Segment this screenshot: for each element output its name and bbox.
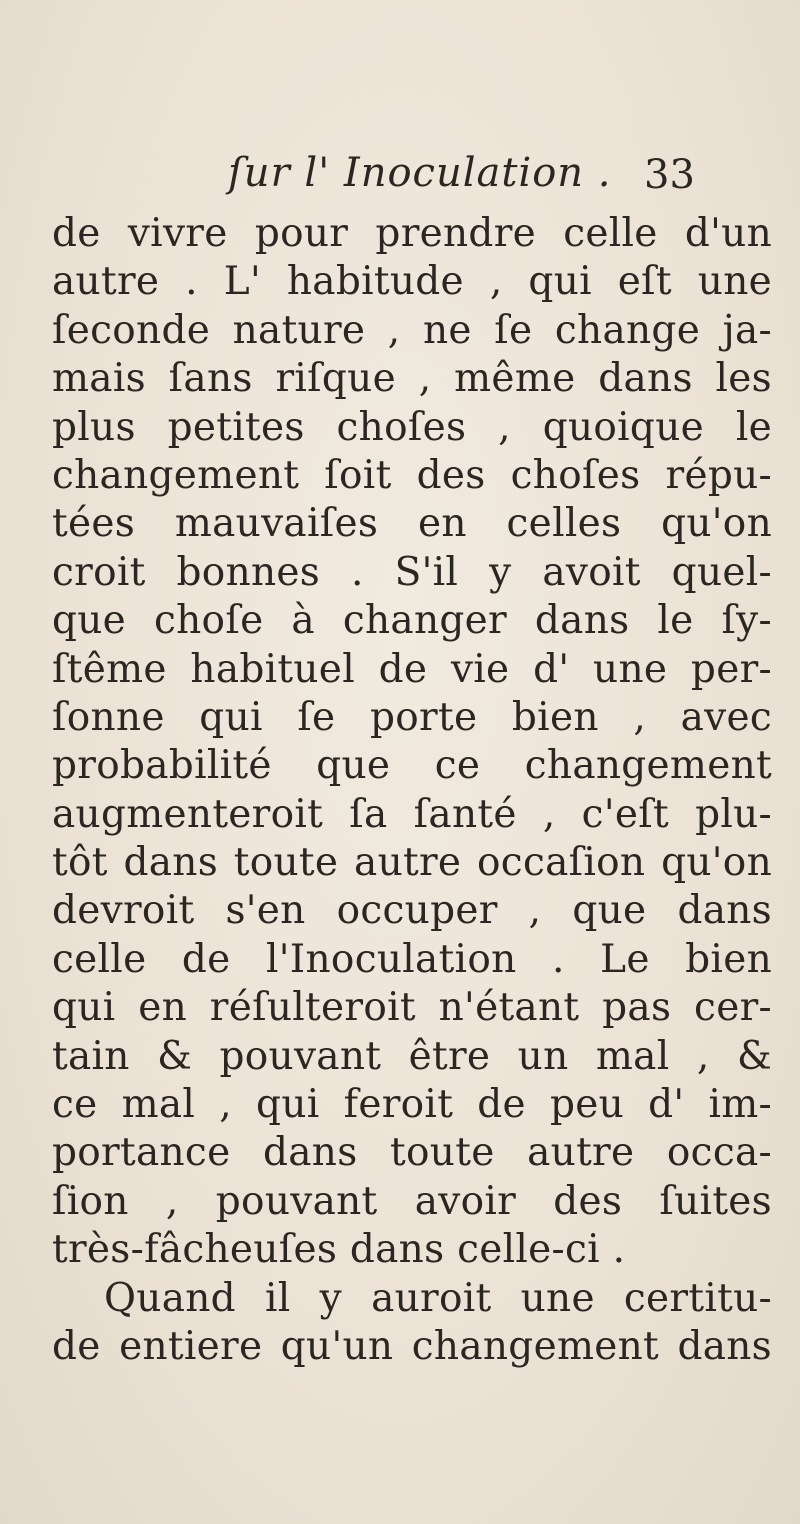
text-line: tain & pouvant être un mal , & (52, 1033, 772, 1079)
text-line: ſonne qui ſe porte bien , avec (52, 694, 772, 740)
page-number: 33 (644, 152, 695, 198)
text-line: de vivre pour prendre celle d'un (52, 211, 772, 256)
running-title: ſur l' Inoculation . (228, 150, 612, 196)
text-line: celle de l'Inoculation . Le bien (52, 936, 772, 982)
text-line: probabilité que ce changement (52, 743, 772, 789)
text-line: que choſe à changer dans le ſy- (52, 598, 772, 644)
text-line: tôt dans toute autre occaſion qu'on (52, 840, 772, 886)
text-line: ſion , pouvant avoir des ſuites (52, 1178, 772, 1224)
text-line: mais ſans riſque , même dans les (52, 356, 772, 402)
text-line: qui en réſulteroit n'étant pas cer- (52, 985, 772, 1031)
text-line: augmenteroit ſa ſanté , c'eſt plu- (52, 791, 772, 837)
text-line: plus petites choſes , quoique le (52, 404, 772, 450)
paragraph-first-line: Quand il y auroit une certitu- (104, 1275, 772, 1321)
text-line: très-fâcheuſes dans celle-ci . (52, 1227, 626, 1273)
text-line: devroit s'en occuper , que dans (52, 888, 772, 934)
body-text (52, 210, 772, 1371)
text-line: autre . L' habitude , qui eſt une (52, 259, 772, 305)
text-line: changement ſoit des choſes répu- (52, 452, 772, 498)
text-line: ce mal , qui feroit de peu d' im- (52, 1082, 772, 1128)
text-line: tées mauvaiſes en celles qu'on (52, 501, 772, 547)
text-line: croit bonnes . S'il y avoit quel- (52, 549, 772, 595)
text-line: portance dans toute autre occa- (52, 1130, 772, 1176)
page-header (0, 150, 800, 210)
text-line: de entiere qu'un changement dans (52, 1323, 772, 1369)
text-line: ſtême habituel de vie d' une per- (52, 646, 772, 692)
text-line: ſeconde nature , ne ſe change ja- (52, 307, 772, 353)
